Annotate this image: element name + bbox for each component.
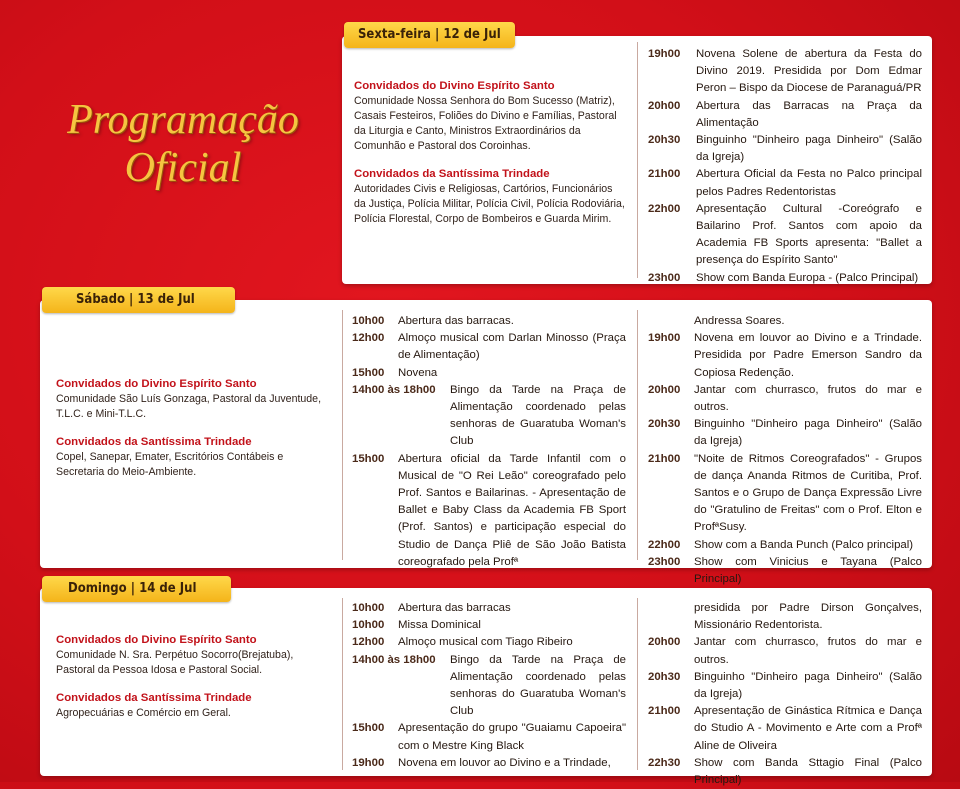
schedule-description: Andressa Soares. [694, 315, 785, 327]
schedule-description: Bingo da Tarde na Praça de Alimentação coordenado pelas senhoras do Guaratuba Woman's Club [450, 653, 626, 718]
schedule-row [648, 554, 922, 588]
schedule-row [648, 755, 922, 789]
schedule-description: Show com Vinicius e Tayana (Palco Principal) [694, 555, 922, 586]
schedule-row [352, 617, 626, 634]
sunday-schedule-right [648, 600, 922, 789]
schedule-description: Binguinho "Dinheiro paga Dinheiro" (Salão da Igreja) [696, 134, 922, 164]
sunday-schedule-left [352, 600, 626, 772]
schedule-row [352, 365, 626, 382]
schedule-time [648, 313, 694, 330]
schedule-row [352, 330, 626, 364]
schedule-description: Jantar com churrasco, frutos do mar e outros. [694, 383, 922, 414]
schedule-time [648, 600, 694, 634]
schedule-time: 12h00 [352, 332, 385, 345]
saturday-guest-text-1: Comunidade São Luís Gonzaga, Pastoral da Juventude, T.L.C. e Mini-T.L.C. [56, 393, 322, 420]
saturday-divider-left [342, 310, 343, 560]
schedule-time: 20h00 [648, 383, 681, 396]
program-title [48, 96, 318, 192]
sunday-guests [56, 632, 332, 733]
schedule-row [648, 330, 922, 382]
schedule-time: 15h00 [352, 722, 385, 735]
friday-guest-heading-2: Convidados da Santíssima Trindade [354, 168, 550, 180]
schedule-description: Novena em louvor ao Divino e a Trindade. Presidida por Padre Emerson Sandro da Copiosa Redenção. [694, 332, 922, 379]
friday-divider [637, 42, 638, 278]
schedule-time: 21h00 [648, 705, 681, 718]
schedule-time: 20h00 [648, 636, 681, 649]
saturday-schedule-right [648, 313, 922, 588]
schedule-description: Almoço musical com Tiago Ribeiro [398, 636, 573, 649]
friday-guests [354, 78, 626, 239]
schedule-description: Apresentação Cultural -Coreógrafo e Bailarino Prof. Santos com apoio da Academia FB Sports apresenta: "Ballet a presença do Espírito Santo" [696, 202, 922, 267]
schedule-row [648, 132, 922, 166]
schedule-description: Abertura das barracas. [398, 315, 514, 327]
schedule-row [352, 652, 626, 721]
schedule-description: Abertura das barracas [398, 602, 511, 614]
schedule-row [352, 600, 626, 617]
schedule-description: Almoço musical com Darlan Minosso (Praça de Alimentação) [398, 332, 626, 362]
schedule-time: 20h30 [648, 418, 681, 431]
schedule-row [648, 201, 922, 270]
schedule-description: Apresentação do grupo "Guaiamu Capoeira" com o Mestre King Black [398, 722, 626, 752]
schedule-row [648, 703, 922, 755]
schedule-row [648, 46, 922, 98]
saturday-guest-heading-2: Convidados da Santíssima Trindade [56, 436, 252, 448]
schedule-time: 20h30 [648, 670, 681, 683]
schedule-description: Missa Dominical [398, 619, 481, 632]
friday-date-tab: Sexta-feira | 12 de Jul [344, 22, 515, 48]
title-line-2: Oficial [124, 145, 242, 191]
saturday-guests [56, 376, 328, 492]
sunday-date-tab: Domingo | 14 de Jul [42, 576, 231, 602]
sunday-guest-heading-1: Convidados do Divino Espírito Santo [56, 634, 257, 646]
schedule-time: 20h00 [648, 99, 681, 112]
sunday-divider-right [637, 598, 638, 770]
schedule-time: 22h00 [648, 538, 681, 551]
schedule-time: 19h00 [352, 756, 385, 769]
schedule-row [352, 634, 626, 651]
saturday-guest-text-2: Copel, Sanepar, Emater, Escritórios Contábeis e Secretaria do Meio-Ambiente. [56, 451, 284, 478]
saturday-divider-right [637, 310, 638, 560]
schedule-description: Novena Solene de abertura da Festa do Divino 2019. Presidida por Dom Edmar Peron – Bispo da Diocese de Paranaguá/PR [696, 48, 922, 95]
schedule-row [648, 600, 922, 634]
friday-guest-text-2: Autoridades Civis e Religiosas, Cartórios, Funcionários da Justiça, Polícia Militar, Polícia Civil, Polícia Rodoviária, Polícia Florestal, Corpo de Bombeiros e Guarda Mirim. [354, 183, 625, 225]
schedule-row [648, 270, 922, 287]
schedule-time: 14h00 às 18h00 [352, 653, 436, 666]
schedule-row [648, 98, 922, 132]
schedule-description: Bingo da Tarde na Praça de Alimentação coordenado pelas senhoras de Guaratuba Woman's Club [450, 383, 626, 448]
schedule-row [648, 634, 922, 668]
schedule-description: Abertura Oficial da Festa no Palco principal pelos Padres Redentoristas [696, 168, 922, 198]
schedule-row [352, 720, 626, 754]
schedule-time: 19h00 [648, 48, 681, 60]
sunday-divider-left [342, 598, 343, 770]
schedule-time: 21h00 [648, 452, 681, 465]
schedule-description: Abertura oficial da Tarde Infantil com o Musical de "O Rei Leão" coreografado pelo Prof. Santos e Bailarinas. - Apresentação de Ballet e Baby Class da Academia FB Sport (Prof. Santos) e participação especial do Studio de Dança Pliê de São João Batista coreografado pela Profª [398, 452, 626, 568]
schedule-description: presidida por Padre Dirson Gonçalves, Missionário Redentorista. [694, 602, 922, 632]
schedule-row [648, 313, 922, 330]
schedule-description: Apresentação de Ginástica Rítmica e Dança do Studio A - Movimento e Arte com a Profª Aline de Oliveira [694, 705, 922, 752]
schedule-description: Novena em louvor ao Divino e a Trindade, [398, 756, 611, 769]
schedule-description: Show com a Banda Punch (Palco principal) [694, 538, 914, 551]
schedule-description: "Noite de Ritmos Coreografados" - Grupos de dança Ananda Ritmos de Curitiba, Prof. Santos e o Grupo de Dança Expressão Livre do "Gratulino de Freitas" com o Prof. Elton e ProfªSusy. [694, 452, 922, 534]
schedule-row [352, 382, 626, 451]
schedule-time: 22h00 [648, 202, 681, 215]
schedule-time: 12h00 [352, 636, 385, 649]
schedule-description: Binguinho "Dinheiro paga Dinheiro" (Salão da Igreja) [694, 670, 922, 701]
schedule-row [648, 537, 922, 554]
schedule-row [352, 451, 626, 571]
saturday-schedule-left [352, 313, 626, 571]
schedule-description: Show com Banda Sttagio Final (Palco Principal) [694, 756, 922, 787]
schedule-time: 20h30 [648, 134, 681, 147]
schedule-description: Novena [398, 366, 438, 379]
friday-guest-heading-1: Convidados do Divino Espírito Santo [354, 80, 555, 92]
schedule-time: 10h00 [352, 315, 385, 327]
title-line-1: Programação [67, 97, 299, 143]
schedule-time: 10h00 [352, 602, 385, 614]
schedule-description: Binguinho "Dinheiro paga Dinheiro" (Salão da Igreja) [694, 418, 922, 448]
schedule-row [648, 669, 922, 703]
schedule-row [648, 382, 922, 416]
sunday-guest-text-1: Comunidade N. Sra. Perpétuo Socorro(Brejatuba), Pastoral da Pessoa Idosa e Pastoral Social. [56, 649, 294, 676]
schedule-time: 23h00 [648, 555, 681, 568]
schedule-time: 21h00 [648, 168, 681, 181]
schedule-row [352, 313, 626, 330]
schedule-time: 19h00 [648, 332, 681, 345]
schedule-time: 23h00 [648, 271, 681, 284]
schedule-time: 14h00 às 18h00 [352, 383, 436, 396]
friday-schedule [648, 46, 922, 287]
schedule-row [352, 755, 626, 772]
sunday-guest-heading-2: Convidados da Santíssima Trindade [56, 692, 252, 704]
sunday-guest-text-2: Agropecuárias e Comércio em Geral. [56, 707, 231, 719]
schedule-time: 15h00 [352, 452, 385, 465]
friday-guest-text-1: Comunidade Nossa Senhora do Bom Sucesso (Matriz), Casais Festeiros, Foliões do Divino e Famílias, Pastoral da Liturgia e Canto, Ministros Extraordinários da Comunhão e Pastoral dos Coroinhas. [354, 95, 617, 152]
saturday-guest-heading-1: Convidados do Divino Espírito Santo [56, 378, 257, 390]
schedule-row [648, 166, 922, 200]
schedule-row [648, 416, 922, 450]
schedule-time: 22h30 [648, 756, 681, 769]
schedule-time: 15h00 [352, 366, 385, 379]
schedule-description: Abertura das Barracas na Praça da Alimentação [696, 99, 922, 129]
schedule-time: 10h00 [352, 619, 385, 632]
schedule-description: Jantar com churrasco, frutos do mar e outros. [694, 636, 922, 666]
schedule-description: Show com Banda Europa - (Palco Principal) [696, 271, 919, 284]
saturday-date-tab: Sábado | 13 de Jul [42, 287, 235, 313]
schedule-row [648, 451, 922, 537]
